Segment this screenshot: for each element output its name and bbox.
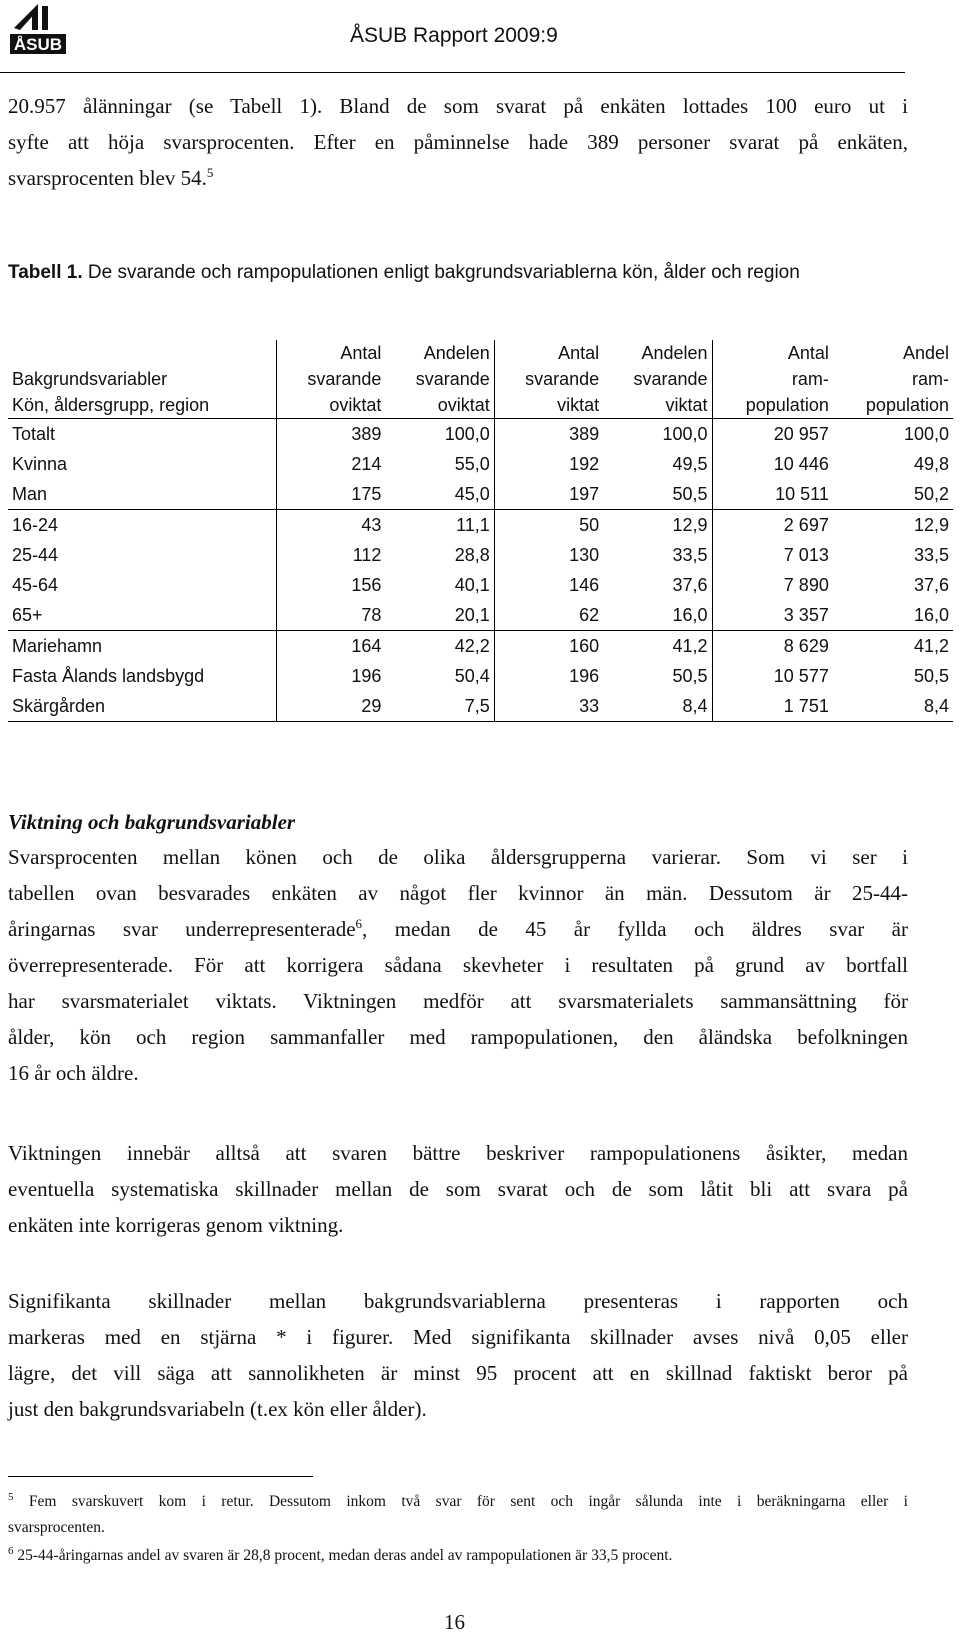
value-cell: 49,5: [672, 454, 708, 474]
paragraph-line: tabellen ovan besvarades enkäten av något fler kvinnor än män. Dessutom är 25-44-: [8, 881, 908, 905]
section-heading: Viktning och bakgrundsvariabler: [8, 810, 296, 834]
paragraph-line: [8, 911, 908, 947]
header-cell: oviktat: [385, 392, 494, 419]
value-cell: 11,1: [456, 515, 490, 535]
footnote-divider: [8, 1476, 313, 1477]
table-row: [8, 600, 953, 631]
footnote-ref-6: 6: [355, 916, 363, 931]
header-cell: population: [833, 392, 953, 419]
value-cell: 389: [277, 419, 386, 450]
value-cell: 12,9: [913, 515, 949, 535]
header-cell: svarande: [277, 366, 386, 392]
row-label-cell: Kvinna: [12, 454, 68, 474]
header-cell: Antal: [712, 340, 833, 366]
header-cell: viktat: [603, 392, 712, 419]
value-cell: 10 446: [712, 449, 833, 479]
value-cell: 12,9: [672, 515, 708, 535]
logo-text: ÅSUB: [13, 35, 63, 54]
table-caption: [8, 262, 800, 284]
header-cell: [8, 340, 277, 366]
value-cell: 7 013: [712, 540, 833, 570]
table-caption-label: Tabell 1.: [8, 262, 83, 283]
value-cell: 16,0: [833, 600, 953, 631]
value-cell: 50: [494, 510, 603, 541]
value-cell: 389: [494, 419, 603, 450]
row-label-cell: 25-44: [12, 545, 59, 565]
value-cell: 197: [494, 479, 603, 510]
value-cell: 7 890: [712, 570, 833, 600]
footnote-text: 25-44-åringarnas andel av svaren är 28,8 procent, medan deras andel av rampopulationen är 33,5 procent.: [13, 1547, 673, 1564]
value-cell: 196: [494, 661, 603, 691]
header-cell: Andel: [902, 343, 949, 363]
footnote-line: svarsprocenten.: [8, 1519, 105, 1536]
value-cell: 45,0: [385, 479, 494, 510]
row-label-cell: 16-24: [12, 515, 59, 535]
value-cell: 50,5: [603, 479, 712, 510]
paragraph-line: Viktningen innebär alltså att svaren bättre beskriver rampopulationens åsikter, medan: [8, 1141, 908, 1165]
header-cell: Antal: [494, 340, 603, 366]
background-variables-table: [8, 340, 953, 722]
table-row: [8, 631, 953, 662]
intro-line: syfte att höja svarsprocenten. Efter en påminnelse hade 389 personer svarat på enkäten,: [8, 130, 908, 154]
paragraph-line: ålder, kön och region sammanfaller med rampopulationen, den åländska befolkningen: [8, 1025, 908, 1049]
value-cell: 100,0: [662, 424, 708, 444]
paragraph-line: Signifikanta skillnader mellan bakgrundsvariablerna presenteras i rapporten och: [8, 1289, 908, 1313]
row-label-cell: Skärgården: [8, 691, 277, 722]
table-row: [8, 510, 953, 541]
value-cell: 7,5: [385, 691, 494, 722]
table-body: [8, 419, 953, 722]
table-header-row: [8, 366, 953, 392]
footnote-number: 5: [8, 1490, 14, 1503]
row-label-cell: 45-64: [12, 575, 59, 595]
paragraph-line: Svarsprocenten mellan könen och de olika åldersgrupperna varierar. Som vi ser i: [8, 845, 908, 869]
footnote-text: Fem svarskuvert kom i retur. Dessutom inkom två svar för sent och ingår sålunda inte i beräkningarna eller i: [13, 1493, 908, 1510]
value-cell: 50,2: [833, 479, 953, 510]
table-caption-text: De svarande och rampopulationen enligt bakgrundsvariablerna kön, ålder och region: [82, 262, 800, 283]
value-cell: 28,8: [454, 545, 490, 565]
header-cell: ram-: [912, 369, 949, 389]
table-row: [8, 419, 953, 450]
intro-line-last: [8, 160, 908, 196]
header-cell: viktat: [494, 392, 603, 419]
value-cell: 214: [277, 449, 386, 479]
value-cell: 1 751: [712, 691, 833, 722]
intro-line-text: svarsprocenten blev 54.: [8, 166, 207, 190]
value-cell: 50,5: [672, 666, 708, 686]
header-cell: svarande: [415, 369, 490, 389]
intro-line: 20.957 ålänningar (se Tabell 1). Bland de som svarat på enkäten lottades 100 euro ut i: [8, 94, 908, 118]
footnote-6: [8, 1543, 908, 1569]
header-cell: population: [712, 392, 833, 419]
paragraph-significance: [8, 1283, 908, 1427]
value-cell: 16,0: [603, 600, 712, 631]
value-cell: 192: [494, 449, 603, 479]
header-cell: oviktat: [277, 392, 386, 419]
value-cell: 41,2: [672, 636, 708, 656]
table-row: [8, 449, 953, 479]
table-row: [8, 691, 953, 722]
paragraph-line: just den bakgrundsvariabeln (t.ex kön eller ålder).: [8, 1397, 427, 1421]
header-cell: Andelen: [641, 343, 708, 363]
value-cell: 100,0: [903, 424, 949, 444]
intro-paragraph: [8, 88, 908, 196]
paragraph-line: eventuella systematiska skillnader mellan de som svarat och de som låtit bli att svara på: [8, 1177, 908, 1201]
paragraph-weighting-effect: [8, 1135, 908, 1243]
page-number: 16: [444, 1610, 465, 1634]
header-cell: Bakgrundsvariabler: [12, 369, 168, 389]
row-label-cell: Fasta Ålands landsbygd: [12, 666, 205, 686]
value-cell: 100,0: [444, 424, 490, 444]
paragraph-line: lägre, det vill säga att sannolikheten är minst 95 procent att en skillnad faktiskt beror på: [8, 1361, 908, 1385]
value-cell: 10 577: [712, 661, 833, 691]
row-label-cell: Man: [8, 479, 277, 510]
value-cell: 43: [277, 510, 386, 541]
value-cell: 37,6: [913, 575, 949, 595]
value-cell: 164: [277, 631, 386, 662]
table-header-row: [8, 340, 953, 366]
value-cell: 196: [277, 661, 386, 691]
value-cell: 8 629: [712, 631, 833, 662]
footnote-ref-5: 5: [206, 165, 214, 180]
value-cell: 130: [494, 540, 603, 570]
value-cell: 29: [277, 691, 386, 722]
report-title: ÅSUB Rapport 2009:9: [350, 24, 558, 47]
paragraph-line-text: åringarnas svar underrepresenterade: [8, 917, 356, 941]
table-row: [8, 479, 953, 510]
table-header-row: [8, 392, 953, 419]
value-cell: 20,1: [385, 600, 494, 631]
row-label-cell: 65+: [8, 600, 277, 631]
paragraph-line: markeras med en stjärna * i figurer. Med signifikanta skillnader avses nivå 0,05 eller: [8, 1325, 908, 1349]
value-cell: 10 511: [712, 479, 833, 510]
value-cell: 8,4: [603, 691, 712, 722]
header-cell: ram-: [712, 366, 833, 392]
table-row: [8, 570, 953, 600]
footnote-line: [8, 1489, 908, 1515]
value-cell: 156: [277, 570, 386, 600]
value-cell: 62: [494, 600, 603, 631]
row-label-cell: Mariehamn: [12, 636, 103, 656]
table-row: [8, 661, 953, 691]
value-cell: 40,1: [454, 575, 490, 595]
paragraph-line-text: , medan de 45 år fyllda och äldres svar är: [362, 917, 908, 941]
value-cell: 41,2: [913, 636, 949, 656]
value-cell: 2 697: [712, 510, 833, 541]
value-cell: 33: [494, 691, 603, 722]
value-cell: 78: [277, 600, 386, 631]
value-cell: 33,5: [672, 545, 708, 565]
paragraph-line: överrepresenterade. För att korrigera sådana skevheter i resultaten på grund av bortfall: [8, 953, 908, 977]
asub-logo: [8, 0, 68, 60]
value-cell: 8,4: [833, 691, 953, 722]
value-cell: 55,0: [454, 454, 490, 474]
value-cell: 33,5: [913, 545, 949, 565]
value-cell: 20 957: [712, 419, 833, 450]
value-cell: 50,5: [913, 666, 949, 686]
value-cell: 3 357: [712, 600, 833, 631]
value-cell: 112: [277, 540, 386, 570]
row-label-cell: Totalt: [12, 424, 56, 444]
header-cell: svarande: [494, 366, 603, 392]
header-cell: svarande: [633, 369, 708, 389]
table-row: [8, 540, 953, 570]
header-divider: [0, 72, 905, 73]
value-cell: 49,8: [913, 454, 949, 474]
header-cell: Antal: [277, 340, 386, 366]
value-cell: 42,2: [454, 636, 490, 656]
value-cell: 146: [494, 570, 603, 600]
value-cell: 37,6: [672, 575, 708, 595]
header-cell: Kön, åldersgrupp, region: [8, 392, 277, 419]
paragraph-line: 16 år och äldre.: [8, 1061, 139, 1085]
header-cell: Andelen: [423, 343, 490, 363]
value-cell: 50,4: [454, 666, 490, 686]
paragraph-line: har svarsmaterialet viktats. Viktningen medför att svarsmaterialets sammansättning för: [8, 989, 908, 1013]
paragraph-line: enkäten inte korrigeras genom viktning.: [8, 1213, 344, 1237]
footnote-5: [8, 1489, 908, 1541]
footnote-number: 6: [8, 1544, 14, 1557]
paragraph-weighting: [8, 839, 908, 1091]
value-cell: 160: [494, 631, 603, 662]
value-cell: 175: [277, 479, 386, 510]
